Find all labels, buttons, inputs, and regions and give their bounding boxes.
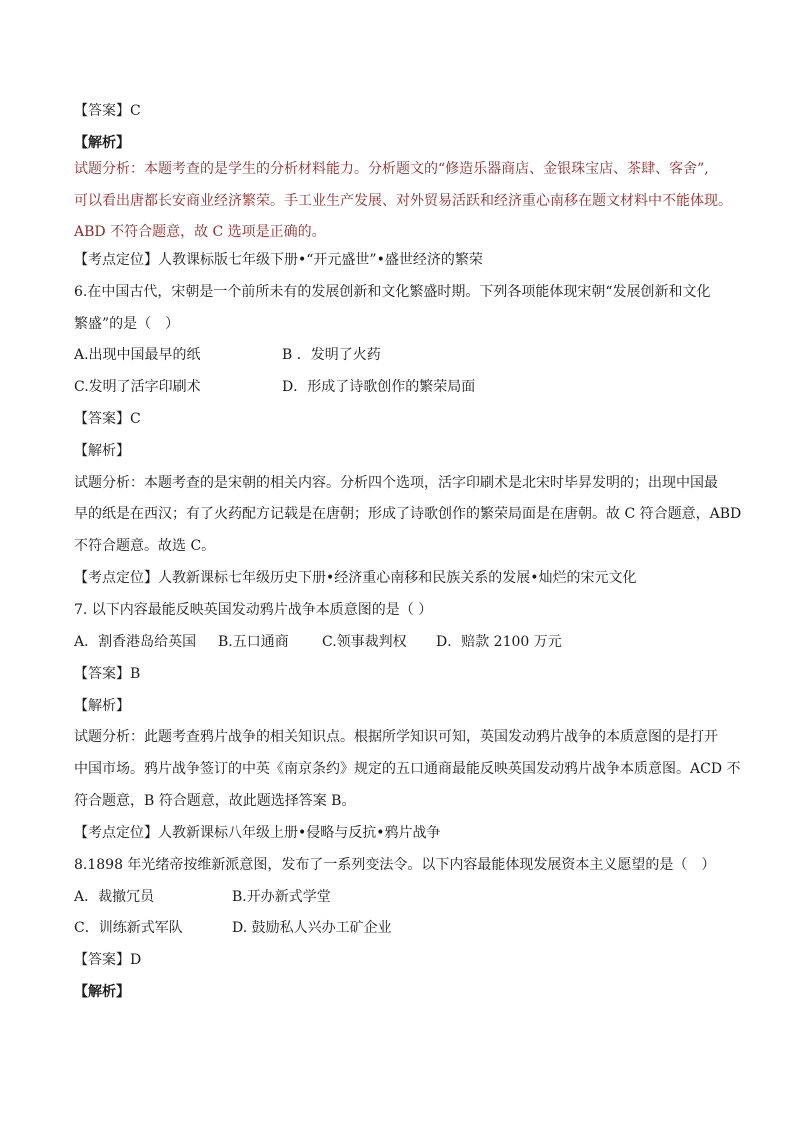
q6-answer: 【答案】C: [74, 411, 141, 427]
q8-option-d: D. 鼓励私人兴办工矿企业: [232, 920, 392, 936]
q6-analysis-line-2: 早的纸是在西汉；有了火药配方记载是在唐朝；形成了诗歌创作的繁荣局面是在唐朝。故 C 符合题意，ABD: [74, 506, 742, 522]
q6-option-a: A.出现中国最早的纸: [74, 347, 201, 363]
q8-option-c: C．训练新式军队: [74, 920, 183, 936]
q7-question: 7. 以下内容最能反映英国发动鸦片战争本质意图的是（ ）: [74, 602, 433, 618]
q6-analysis-label: 【解析】: [74, 443, 130, 459]
q8-analysis-label: 【解析】: [74, 984, 130, 1000]
q7-analysis-line-2: 中国市场。鸦片战争签订的中英《南京条约》规定的五口通商最能反映英国发动鸦片战争本质意图。ACD 不: [74, 761, 741, 777]
q7-analysis-label: 【解析】: [74, 698, 130, 714]
q7-analysis-line-3: 符合题意，B 符合题意，故此题选择答案 B。: [74, 793, 356, 809]
q6-analysis-line-1: 试题分析：本题考查的是宋朝的相关内容。分析四个选项，活字印刷术是北宋时毕昇发明的；出现中国最: [74, 475, 718, 491]
q8-option-a: A．裁撤冗员: [74, 889, 155, 905]
q8-question: 8.1898 年光绪帝按维新派意图，发布了一系列变法令。以下内容最能体现发展资本主义愿望的是（ ）: [74, 857, 716, 873]
q7-answer: 【答案】B: [74, 666, 141, 682]
q7-option-b: B.五口通商: [218, 634, 289, 650]
q5-analysis-line-1: 试题分析：本题考查的是学生的分析材料能力。分析题文的“修造乐器商店、金银珠宝店、茶肆、客舍”,: [74, 161, 709, 177]
q7-knowledge-point: 【考点定位】人教新课标八年级上册•侵略与反抗•鸦片战争: [74, 825, 441, 841]
q7-analysis-line-1: 试题分析：此题考查鸦片战争的相关知识点。根据所学知识可知，英国发动鸦片战争的本质意图的是打开: [74, 729, 718, 745]
q8-option-b: B.开办新式学堂: [232, 889, 331, 905]
q6-analysis-line-3: 不符合题意。故选 C。: [74, 538, 216, 554]
q6-option-c: C.发明了活字印刷术: [74, 379, 201, 395]
q6-knowledge-point: 【考点定位】人教新课标七年级历史下册•经济重心南移和民族关系的发展•灿烂的宋元文化: [74, 570, 637, 586]
q6-question-line-2: 繁盛”的是（ ）: [74, 316, 180, 332]
q7-option-c: C.领事裁判权: [322, 634, 407, 650]
q5-analysis-line-3: ABD 不符合题意，故 C 选项是正确的。: [74, 224, 326, 240]
q5-analysis-line-2: 可以看出唐都长安商业经济繁荣。手工业生产发展、对外贸易活跃和经济重心南移在题文材料中不能体现。: [74, 193, 732, 209]
q7-option-d: D．赔款 2100 万元: [436, 634, 562, 650]
q5-knowledge-point: 【考点定位】人教课标版七年级下册•“开元盛世”•盛世经济的繁荣: [74, 252, 483, 268]
q7-option-a: A．割香港岛给英国: [74, 634, 197, 650]
q6-question-line-1: 6.在中国古代，宋朝是一个前所未有的发展创新和文化繁盛时期。下列各项能体现宋朝“发展创新和文化: [74, 284, 711, 300]
q8-answer: 【答案】D: [74, 952, 142, 968]
q5-analysis-label: 【解析】: [74, 135, 130, 151]
q6-option-d: D．形成了诗歌创作的繁荣局面: [282, 379, 476, 395]
q6-option-b: B ．发明了火药: [282, 347, 381, 363]
q5-answer: 【答案】C: [74, 103, 141, 119]
